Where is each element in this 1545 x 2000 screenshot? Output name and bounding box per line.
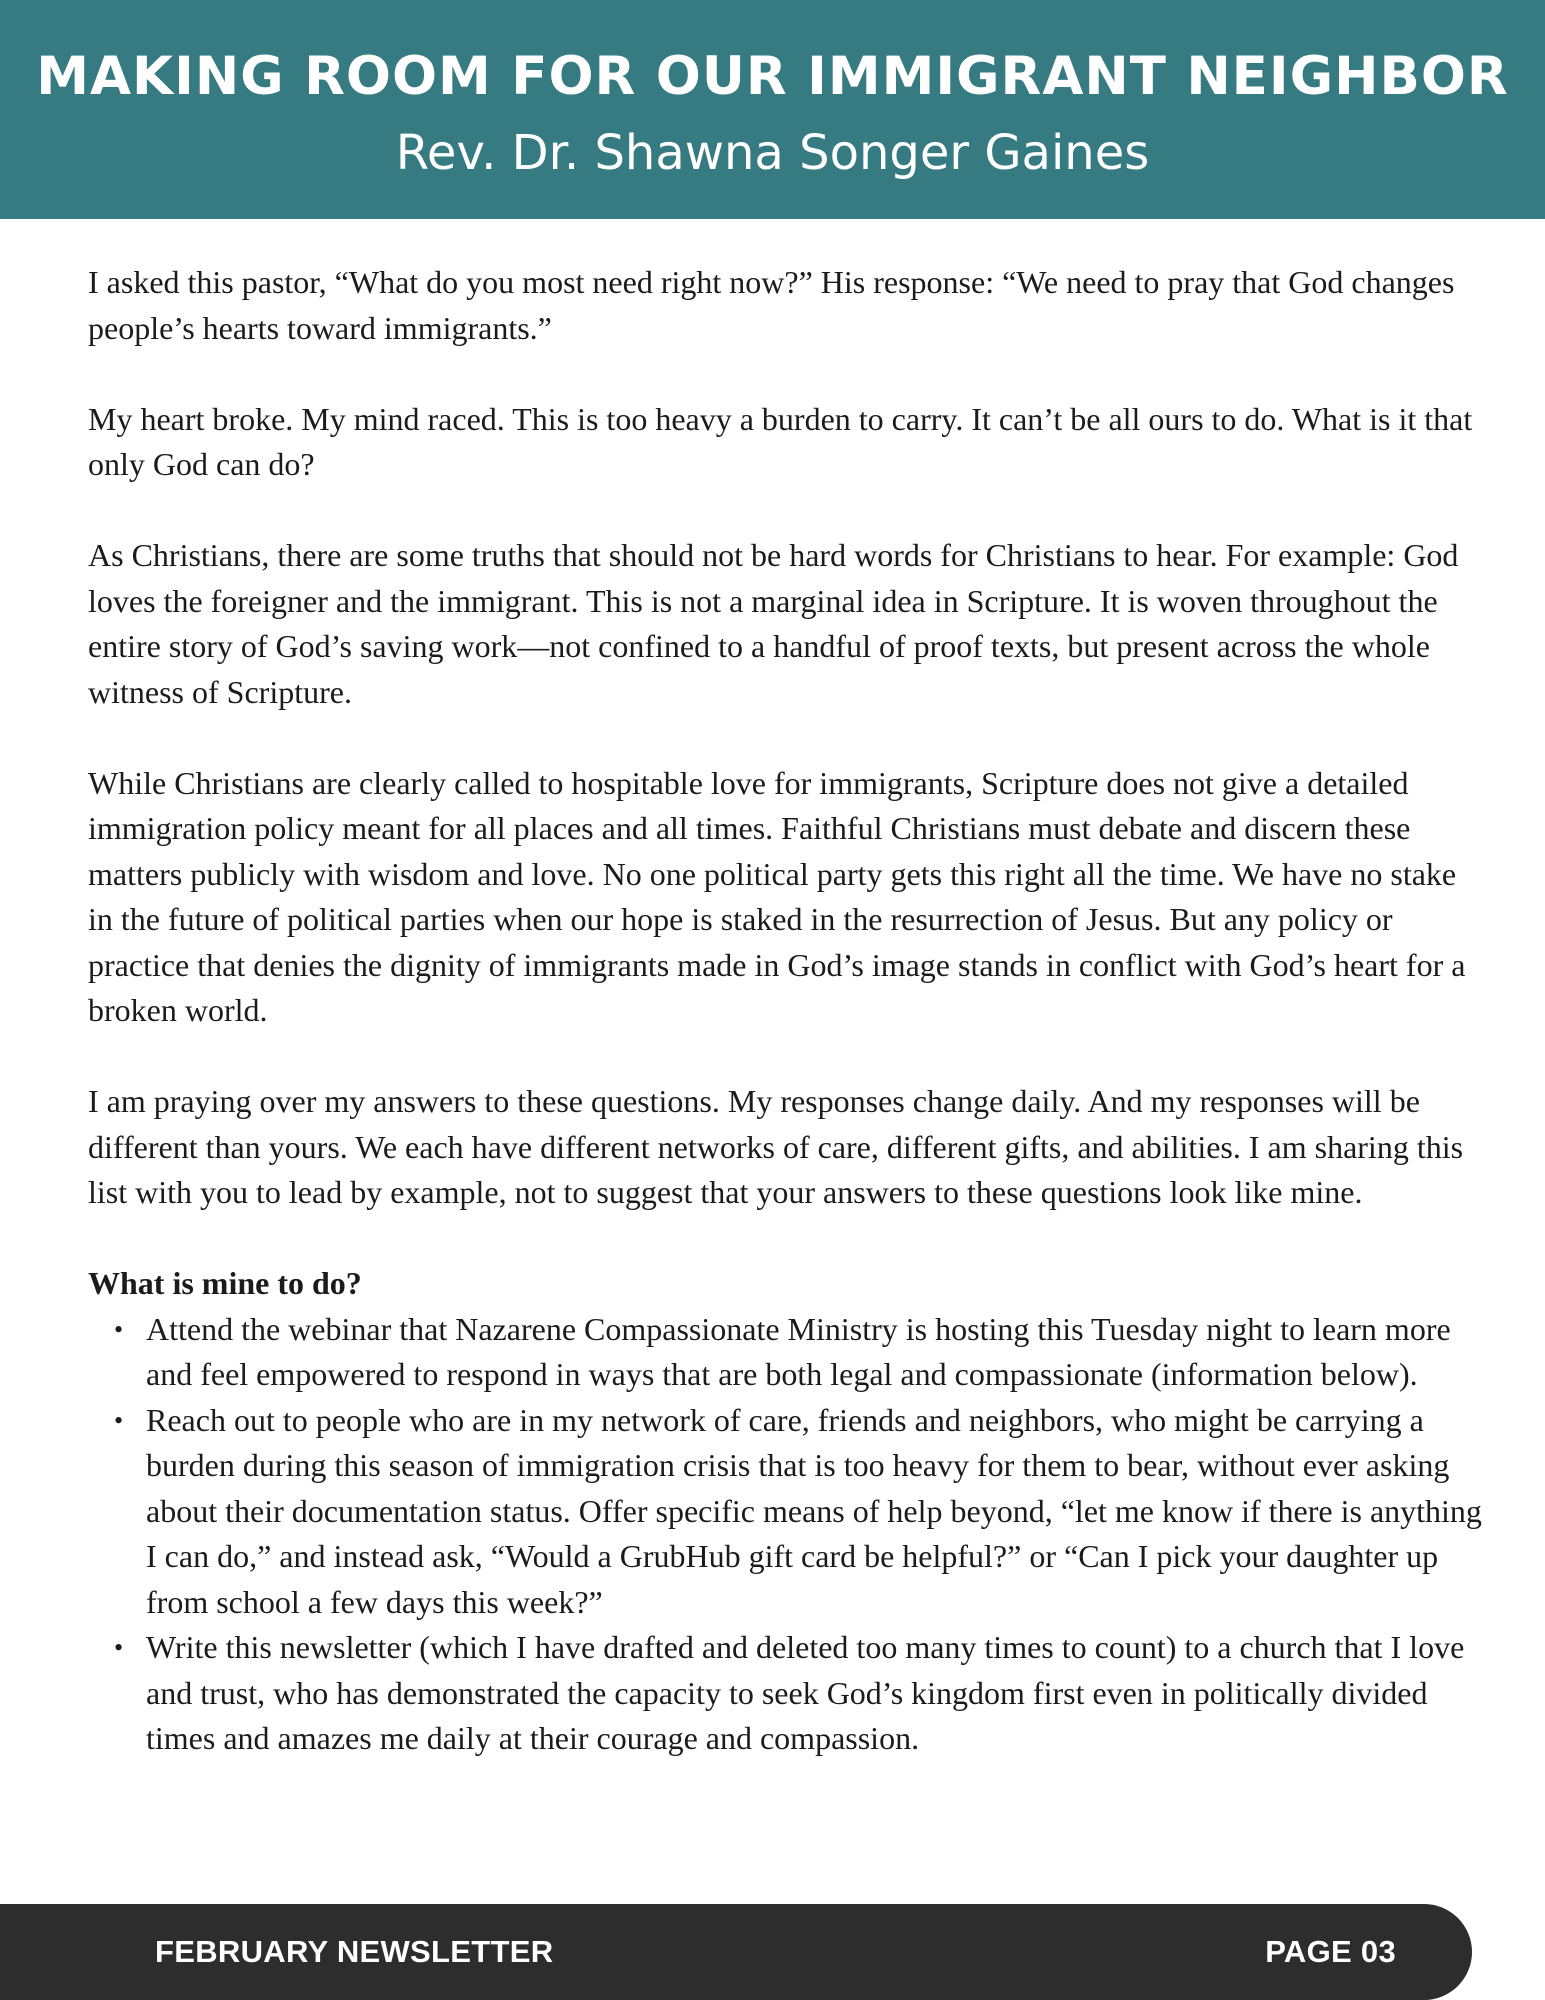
page-header bbox=[0, 0, 1545, 219]
list-item-text: Attend the webinar that Nazarene Compassionate Ministry is hosting this Tuesday night to learn more and feel empowered to respond in ways that are both legal and compassionate (information below). bbox=[146, 1310, 1451, 1392]
list-item bbox=[114, 1307, 1488, 1398]
list-item bbox=[114, 1398, 1488, 1626]
bullet-icon: • bbox=[114, 1633, 124, 1662]
paragraph: I asked this pastor, “What do you most need right now?” His response: “We need to pray that God changes people’s hearts toward immigrants.” bbox=[88, 264, 1455, 346]
newsletter-label: FEBRUARY NEWSLETTER bbox=[155, 1934, 554, 1969]
list-heading: What is mine to do? bbox=[88, 1265, 362, 1301]
page-footer bbox=[0, 1904, 1472, 2000]
action-list bbox=[88, 1307, 1488, 1762]
paragraph: I am praying over my answers to these questions. My responses change daily. And my responses will be different than yours. We each have different networks of care, different gifts, and abilities. I am sharing this list with you to lead by example, not to suggest that your answers to these questions look like mine. bbox=[88, 1083, 1464, 1210]
list-item bbox=[114, 1625, 1488, 1762]
article-body bbox=[88, 260, 1488, 1762]
list-item-text: Write this newsletter (which I have drafted and deleted too many times to count) to a church that I love and trust, who has demonstrated the capacity to seek God’s kingdom first even in politically divided times and amazes me daily at their courage and compassion. bbox=[146, 1629, 1465, 1756]
bullet-icon: • bbox=[114, 1314, 124, 1344]
list-item-text: Reach out to people who are in my network of care, friends and neighbors, who might be carrying a burden during this season of immigration crisis that is too heavy for them to bear, without ever asking about their documentation status. Offer specific means of help beyond, “let me know if there is anything I can do,” and instead ask, “Would a GrubHub gift card be helpful?” or “Can I pick your daughter up from school a few days this week?” bbox=[146, 1401, 1482, 1620]
paragraph: My heart broke. My mind raced. This is too heavy a burden to carry. It can’t be all ours to do. What is it that only God can do? bbox=[88, 400, 1473, 482]
paragraph: As Christians, there are some truths that should not be hard words for Christians to hear. For example: God loves the foreigner and the immigrant. This is not a marginal idea in Scripture. It is woven throughout the entire story of God’s saving work—not confined to a handful of proof texts, but present across the whole witness of Scripture. bbox=[88, 537, 1459, 710]
bullet-icon: • bbox=[114, 1405, 124, 1435]
page-number: PAGE 03 bbox=[1265, 1934, 1396, 1969]
author-name: Rev. Dr. Shawna Songer Gaines bbox=[395, 125, 1150, 181]
page-title: MAKING ROOM FOR OUR IMMIGRANT NEIGHBOR bbox=[36, 46, 1509, 107]
paragraph: While Christians are clearly called to hospitable love for immigrants, Scripture does not give a detailed immigration policy meant for all places and all times. Faithful Christians must debate and discern these matters publicly with wisdom and love. No one political party gets this right all the time. We have no stake in the future of political parties when our hope is staked in the resurrection of Jesus. But any policy or practice that denies the dignity of immigrants made in God’s image stands in conflict with God’s heart for a broken world. bbox=[88, 764, 1466, 1028]
